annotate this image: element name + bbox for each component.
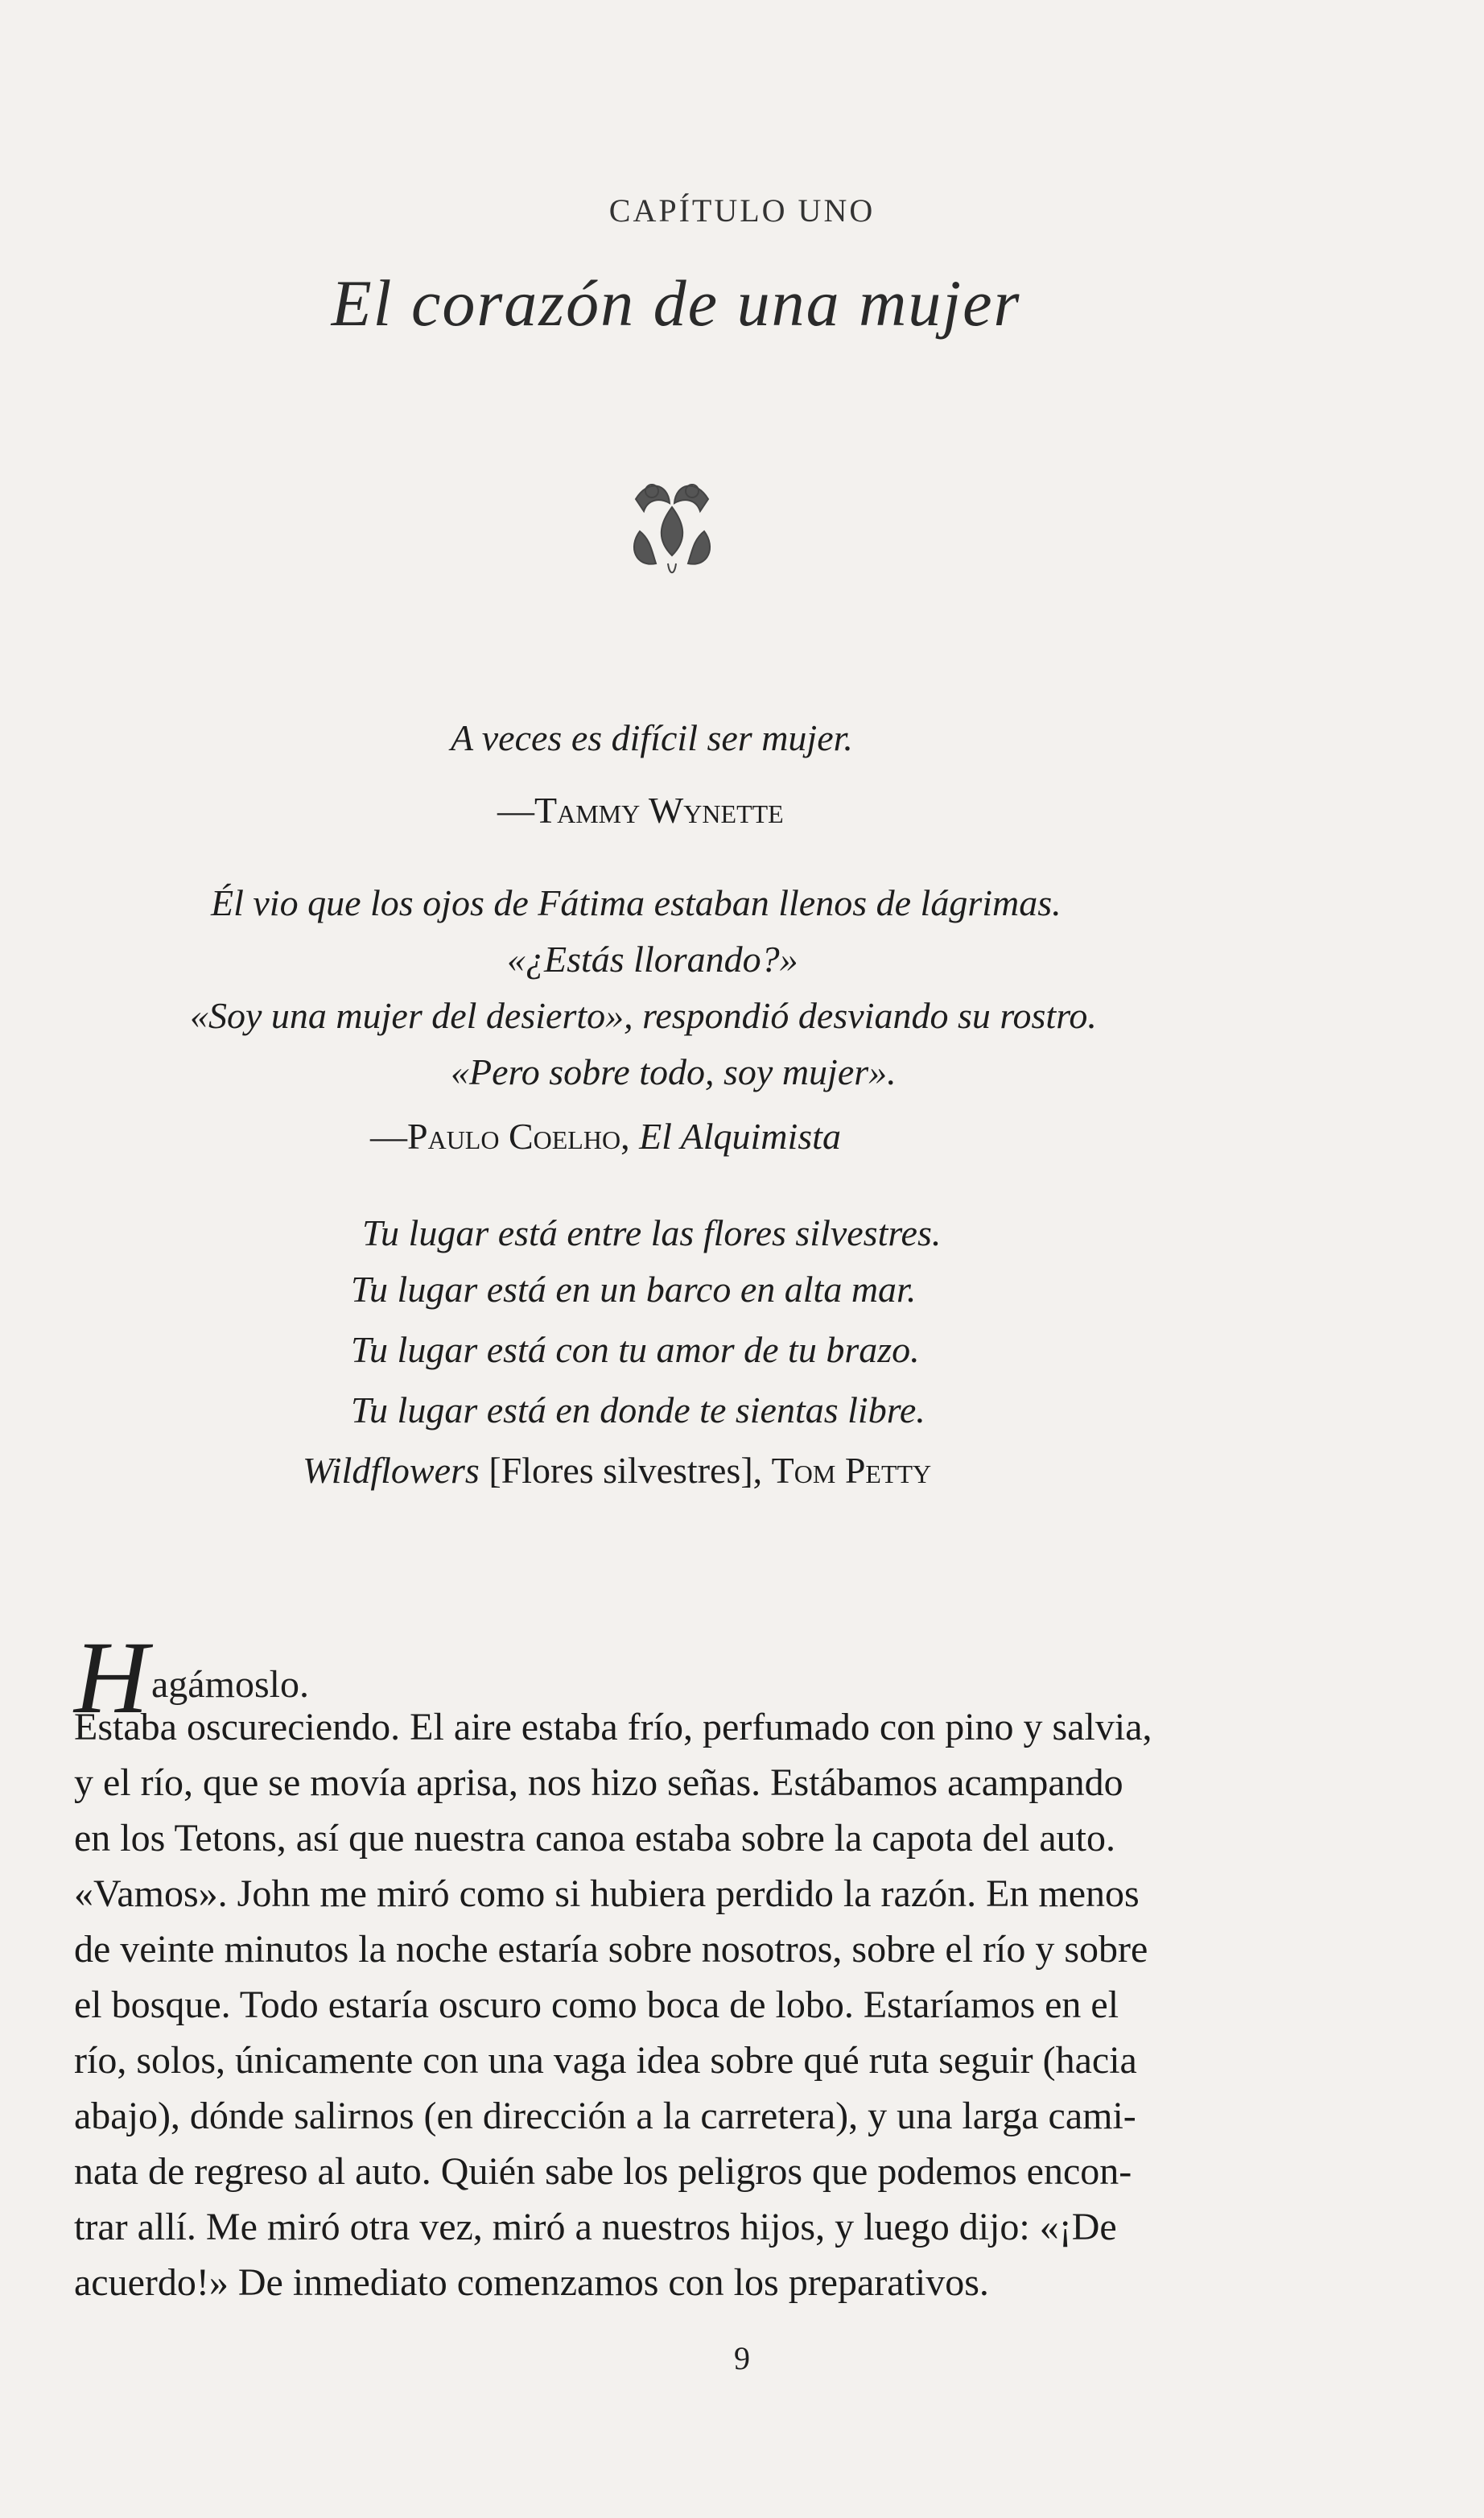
attribution-work: Wildflowers: [303, 1450, 480, 1491]
epigraph-2-line: Él vio que los ojos de Fátima estaban llenos de lágrimas.: [211, 882, 1061, 923]
attribution-separator: ,: [620, 1116, 640, 1157]
body-line: trar allí. Me miró otra vez, miró a nuestros hijos, y luego dijo: «¡De: [74, 2206, 1117, 2248]
epigraph-1-line: A veces es difícil ser mujer.: [451, 717, 853, 758]
body-line: acuerdo!» De inmediato comenzamos con los preparativos.: [74, 2261, 989, 2304]
body-line: abajo), dónde salirnos (en dirección a la carretera), y una larga cami-: [74, 2095, 1136, 2137]
attribution-dash: —: [497, 790, 534, 831]
body-line: «Vamos». John me miró como si hubiera perdido la razón. En menos: [74, 1872, 1140, 1915]
epigraph-1-attribution: [497, 789, 784, 832]
attribution-dash: —: [370, 1116, 407, 1157]
epigraph-3-line: Tu lugar está entre las flores silvestres.: [362, 1212, 942, 1253]
body-line: en los Tetons, así que nuestra canoa estaba sobre la capota del auto.: [74, 1817, 1115, 1860]
attribution-author: Tammy Wynette: [534, 790, 784, 831]
epigraph-3-line: Tu lugar está en un barco en alta mar.: [351, 1269, 917, 1310]
chapter-label: CAPÍTULO UNO: [608, 192, 876, 229]
epigraph-3-line: Tu lugar está con tu amor de tu brazo.: [351, 1329, 920, 1370]
drop-cap: H: [74, 1620, 149, 1735]
body-line: el bosque. Todo estaría oscuro como boca de lobo. Estaríamos en el: [74, 1983, 1119, 2026]
epigraph-2-attribution: [370, 1115, 841, 1158]
epigraph-3-attribution: [303, 1449, 931, 1492]
page-number: 9: [734, 2340, 750, 2376]
attribution-author: Paulo Coelho: [407, 1116, 621, 1157]
body-line: y el río, que se movía aprisa, nos hizo señas. Estábamos acampando: [74, 1761, 1123, 1804]
body-line: nata de regreso al auto. Quién sabe los peligros que podemos encon-: [74, 2150, 1132, 2193]
body-line: Estaba oscureciendo. El aire estaba frío, perfumado con pino y salvia,: [74, 1706, 1152, 1748]
attribution-work: El Alquimista: [639, 1116, 841, 1157]
first-word: agámoslo.: [151, 1663, 309, 1706]
epigraph-3-line: Tu lugar está en donde te sientas libre.: [351, 1389, 925, 1430]
epigraph-2-line: «¿Estás llorando?»: [507, 939, 798, 980]
epigraph-2-line: «Pero sobre todo, soy mujer».: [451, 1051, 897, 1092]
attribution-author: Tom Petty: [771, 1450, 932, 1491]
floral-ornament-icon: [612, 475, 732, 588]
epigraph-2-line: «Soy una mujer del desierto», respondió desviando su rostro.: [190, 995, 1097, 1036]
body-line: río, solos, únicamente con una vaga idea sobre qué ruta seguir (hacia: [74, 2039, 1137, 2082]
attribution-translation: [Flores silvestres],: [479, 1450, 772, 1491]
body-line: de veinte minutos la noche estaría sobre nosotros, sobre el río y sobre: [74, 1928, 1148, 1971]
chapter-title: El corazón de una mujer: [331, 266, 1021, 340]
